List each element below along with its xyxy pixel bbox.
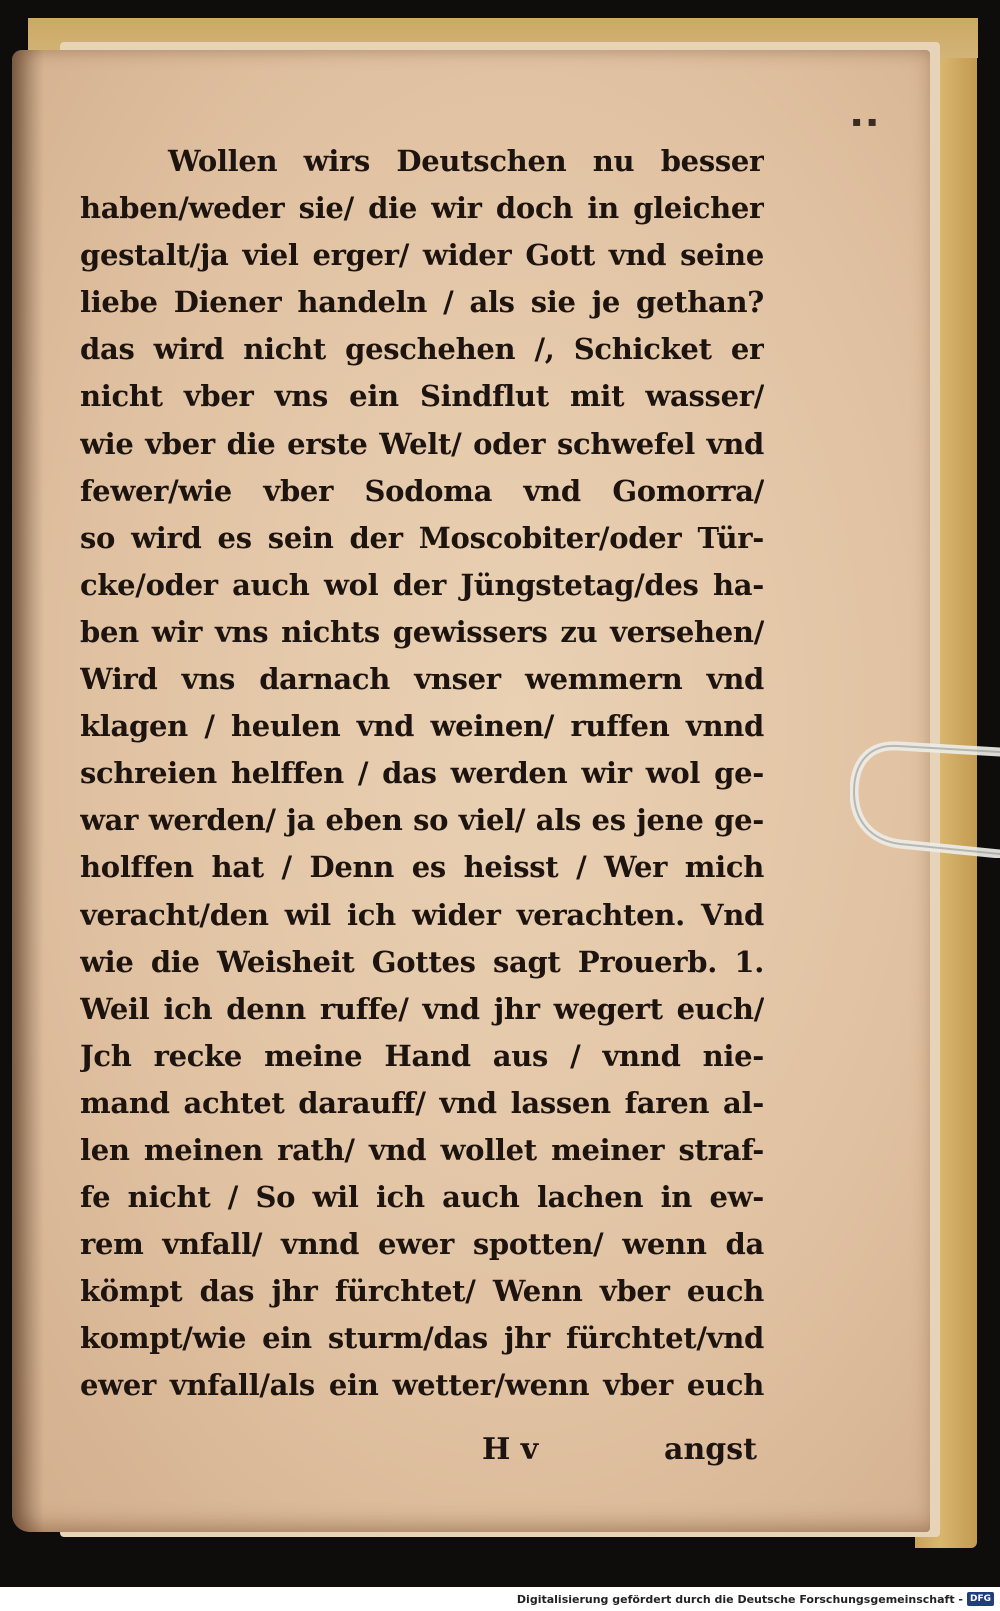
text-line: schreien helffen / das werden wir wol ge- xyxy=(80,756,764,791)
text-line: Jch recke meine Hand aus / vnnd nie- xyxy=(80,1038,764,1073)
text-line: mand achtet darauff/ vnd lassen faren al- xyxy=(80,1085,764,1120)
text-line: war werden/ ja eben so viel/ als es jene ge- xyxy=(80,803,764,838)
text-line: liebe Diener handeln / als sie je gethan? xyxy=(80,285,764,320)
signature-mark: H v xyxy=(482,1432,539,1467)
paper-clip-icon xyxy=(850,740,1000,858)
catchword: angst xyxy=(664,1432,757,1467)
text-line: klagen / heulen vnd weinen/ ruffen vnnd xyxy=(80,709,764,744)
page-footer xyxy=(12,1432,930,1482)
text-line: fe nicht / So wil ich auch lachen in ew- xyxy=(80,1180,764,1215)
text-line: so wird es sein der Moscobiter/oder Tür- xyxy=(80,520,764,555)
text-line: len meinen rath/ vnd wollet meiner straf- xyxy=(80,1132,764,1167)
text-line: das wird nicht geschehen /, Schicket er xyxy=(80,332,764,367)
text-line: Wollen wirs Deutschen nu besser xyxy=(168,144,764,178)
text-line: holffen hat / Denn es heisst / Wer mich xyxy=(80,850,764,885)
text-line: nicht vber vns ein Sindflut mit wasser/ xyxy=(80,379,764,414)
text-line: kompt/wie ein sturm/das jhr fürchtet/vnd xyxy=(80,1321,764,1356)
text-line: rem vnfall/ vnnd ewer spotten/ wenn da xyxy=(80,1227,764,1262)
text-line: Wird vns darnach vnser wemmern vnd xyxy=(80,662,764,697)
text-line: veracht/den wil ich wider verachten. Vnd xyxy=(80,897,764,932)
text-line: kömpt das jhr fürchtet/ Wenn vber euch xyxy=(80,1274,764,1309)
text-line: ben wir vns nichts gewissers zu versehen/ xyxy=(80,614,764,649)
text-line: ewer vnfall/als ein wetter/wenn vber euch xyxy=(80,1368,764,1403)
page-corner-marks: ▪▪ xyxy=(852,114,883,130)
page-text xyxy=(80,138,764,1410)
text-line: wie die Weisheit Gottes sagt Prouerb. 1. xyxy=(80,944,764,979)
text-line: haben/weder sie/ die wir doch in gleicher xyxy=(80,191,764,226)
text-line: wie vber die erste Welt/ oder schwefel vnd xyxy=(80,426,764,461)
text-line: fewer/wie vber Sodoma vnd Gomorra/ xyxy=(80,473,764,508)
spine-shadow xyxy=(12,50,44,1532)
text-line: cke/oder auch wol der Jüngstetag/des ha- xyxy=(80,567,764,602)
digitization-credit xyxy=(0,1587,1000,1611)
book-page xyxy=(12,50,930,1532)
text-line: gestalt/ja viel erger/ wider Gott vnd seine xyxy=(80,238,764,273)
text-line: Weil ich denn ruffe/ vnd jhr wegert euch/ xyxy=(80,991,764,1026)
dfg-logo: DFG xyxy=(967,1592,994,1606)
credit-text: Digitalisierung gefördert durch die Deutsche Forschungsgemeinschaft - xyxy=(516,1592,963,1606)
